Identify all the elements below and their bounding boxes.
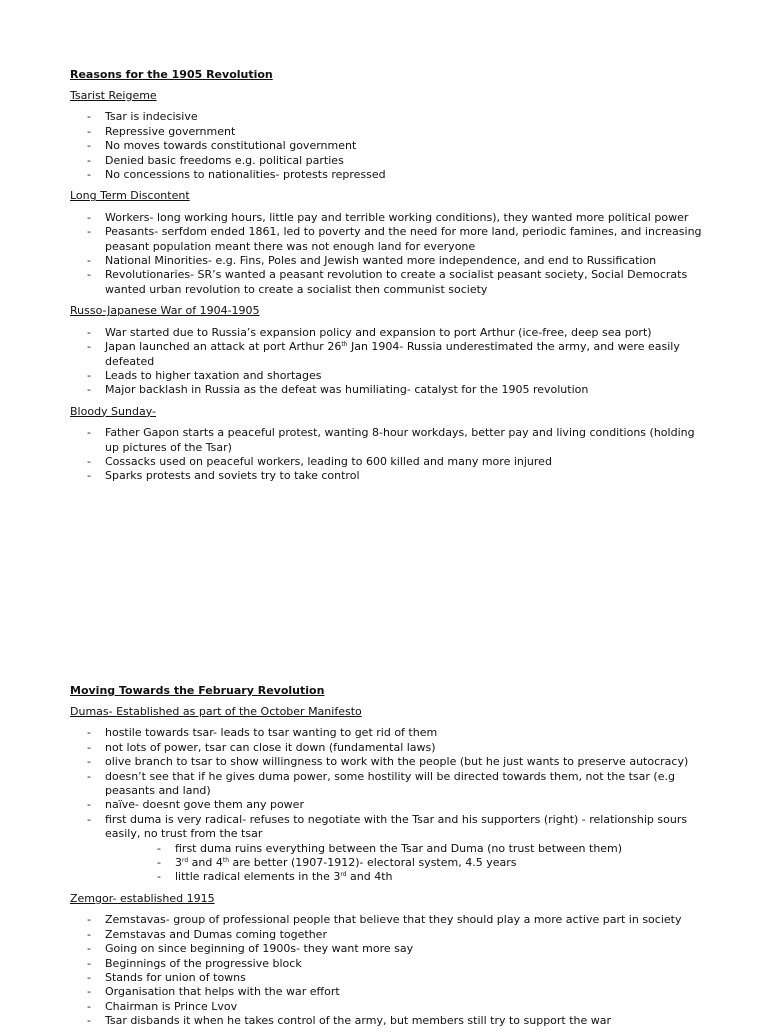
list-item: - olive branch to tsar to show willingness to work with the people (but he just wants to preserve autocracy) — [87, 755, 689, 769]
dash-bullet: - — [87, 325, 91, 339]
dash-bullet: - — [87, 225, 91, 239]
list-item: - War started due to Russia’s expansion policy and expansion to port Arthur (ice-free, deep sea port) — [87, 325, 652, 339]
section-title: Reasons for the 1905 Revolution — [70, 68, 273, 81]
nested-list-item: - little radical elements in the 3rd and 4th — [157, 870, 393, 884]
dash-bullet: - — [87, 999, 91, 1013]
list-item: - Zemstavas- group of professional people that believe that they should play a more active part in society — [87, 913, 682, 927]
dash-bullet: - — [87, 755, 91, 769]
list-item: - Organisation that helps with the war effort — [87, 985, 340, 999]
subheading-dumas: Dumas- Established as part of the October Manifesto — [70, 705, 362, 718]
subheading-war: Russo-Japanese War of 1904-1905 — [70, 304, 260, 318]
dash-bullet: - — [87, 942, 91, 956]
dash-bullet: - — [87, 913, 91, 927]
dash-bullet: - — [87, 268, 91, 282]
list-tsarist — [70, 110, 710, 182]
dash-bullet: - — [87, 383, 91, 397]
dash-bullet: - — [157, 841, 161, 855]
list-item: - doesn’t see that if he gives duma power, some hostility will be directed towards them, not the tsar (e.g peasants and land) — [87, 769, 675, 798]
list-dumas — [70, 726, 710, 884]
subheading-discontent: Long Term Discontent — [70, 189, 190, 203]
list-item: - Revolutionaries- SR’s wanted a peasant revolution to create a socialist peasant society, Social Democrats wanted urban revolution to create a socialist then communist society — [87, 268, 688, 296]
list-item: - Going on since beginning of 1900s- they want more say — [87, 942, 414, 956]
list-item: - Sparks protests and soviets try to take control — [87, 469, 360, 483]
dash-bullet: - — [87, 985, 91, 999]
list-discontent — [70, 211, 710, 297]
list-item: - naïve- doesnt gove them any power — [87, 798, 304, 812]
list-zemgor — [70, 913, 710, 1028]
dash-bullet: - — [87, 740, 91, 754]
dash-bullet: - — [87, 153, 91, 167]
list-item: - Major backlash in Russia as the defeat was humiliating- catalyst for the 1905 revolution — [87, 383, 589, 397]
dash-bullet: - — [87, 340, 91, 354]
nested-list-item: - 3rd and 4th are better (1907-1912)- electoral system, 4.5 years — [157, 856, 517, 870]
list-item: - Tsar is indecisive — [87, 110, 198, 124]
dash-bullet: - — [87, 1014, 91, 1028]
list-item: - Repressive government — [87, 124, 236, 138]
dash-bullet: - — [87, 139, 91, 153]
list-item: - Beginnings of the progressive block — [87, 956, 302, 970]
list-bloody-sunday — [70, 426, 710, 484]
dash-bullet: - — [87, 956, 91, 970]
nested-list-item: - first duma ruins everything between the Tsar and Duma (no trust between them) — [157, 841, 623, 855]
list-item: - Leads to higher taxation and shortages — [87, 368, 322, 382]
dash-bullet: - — [87, 726, 91, 740]
dash-bullet: - — [87, 426, 91, 440]
list-item: - National Minorities- e.g. Fins, Poles and Jewish wanted more independence, and end to Russification — [87, 254, 657, 268]
section-february — [70, 684, 710, 1036]
list-item: - Japan launched an attack at port Arthur 26th Jan 1904- Russia underestimated the army, and were easily defeated — [87, 340, 680, 368]
dash-bullet: - — [87, 254, 91, 268]
list-item: - Father Gapon starts a peaceful protest, wanting 8-hour workdays, better pay and living conditions (holding up pictures of the Tsar) — [87, 426, 695, 454]
dash-bullet: - — [87, 769, 91, 783]
section-1905 — [70, 68, 710, 491]
list-war — [70, 326, 710, 398]
dash-bullet: - — [157, 856, 161, 870]
dash-bullet: - — [87, 927, 91, 941]
list-item: - Peasants- serfdom ended 1861, led to poverty and the need for more land, periodic famines, and increasing peasant population meant there was not enough land for everyone — [87, 225, 702, 253]
dash-bullet: - — [157, 870, 161, 884]
list-item: - No concessions to nationalities- protests repressed — [87, 168, 386, 182]
dash-bullet: - — [87, 970, 91, 984]
dash-bullet: - — [87, 812, 91, 826]
section-title: Moving Towards the February Revolution — [70, 684, 325, 697]
list-item: - Stands for union of towns — [87, 970, 246, 984]
subheading-zemgor: Zemgor- established 1915 — [70, 891, 215, 905]
list-item: - Cossacks used on peaceful workers, leading to 600 killed and many more injured — [87, 454, 552, 468]
list-item: - Tsar disbands it when he takes control of the army, but members still try to support the war — [87, 1014, 612, 1028]
dash-bullet: - — [87, 368, 91, 382]
list-item: - Workers- long working hours, little pay and terrible working conditions), they wanted more political power — [87, 210, 689, 224]
dash-bullet: - — [87, 110, 91, 124]
dash-bullet: - — [87, 124, 91, 138]
list-item: - hostile towards tsar- leads to tsar wanting to get rid of them — [87, 726, 438, 740]
list-item: - not lots of power, tsar can close it down (fundamental laws) — [87, 740, 436, 754]
dash-bullet: - — [87, 454, 91, 468]
list-item: - No moves towards constitutional government — [87, 139, 357, 153]
dash-bullet: - — [87, 210, 91, 224]
dash-bullet: - — [87, 469, 91, 483]
list-item: - Chairman is Prince Lvov — [87, 999, 238, 1013]
nested-list — [105, 842, 710, 885]
subheading-tsarist: Tsarist Reigeme — [70, 89, 157, 102]
list-item: - Denied basic freedoms e.g. political parties — [87, 153, 344, 167]
list-item: - Zemstavas and Dumas coming together — [87, 927, 327, 941]
dash-bullet: - — [87, 168, 91, 182]
dash-bullet: - — [87, 798, 91, 812]
subheading-bloody-sunday: Bloody Sunday- — [70, 404, 156, 418]
list-item: - first duma is very radical- refuses to negotiate with the Tsar and his supporters (right) - relationship sours easily, no trust from the tsar - first duma ruins everything between the Tsar and Duma (no trust between them) - 3rd and 4th are better (1907-1912)- electoral system, 4.5 years - little radical elements in the 3rd and 4th — [70, 813, 710, 885]
